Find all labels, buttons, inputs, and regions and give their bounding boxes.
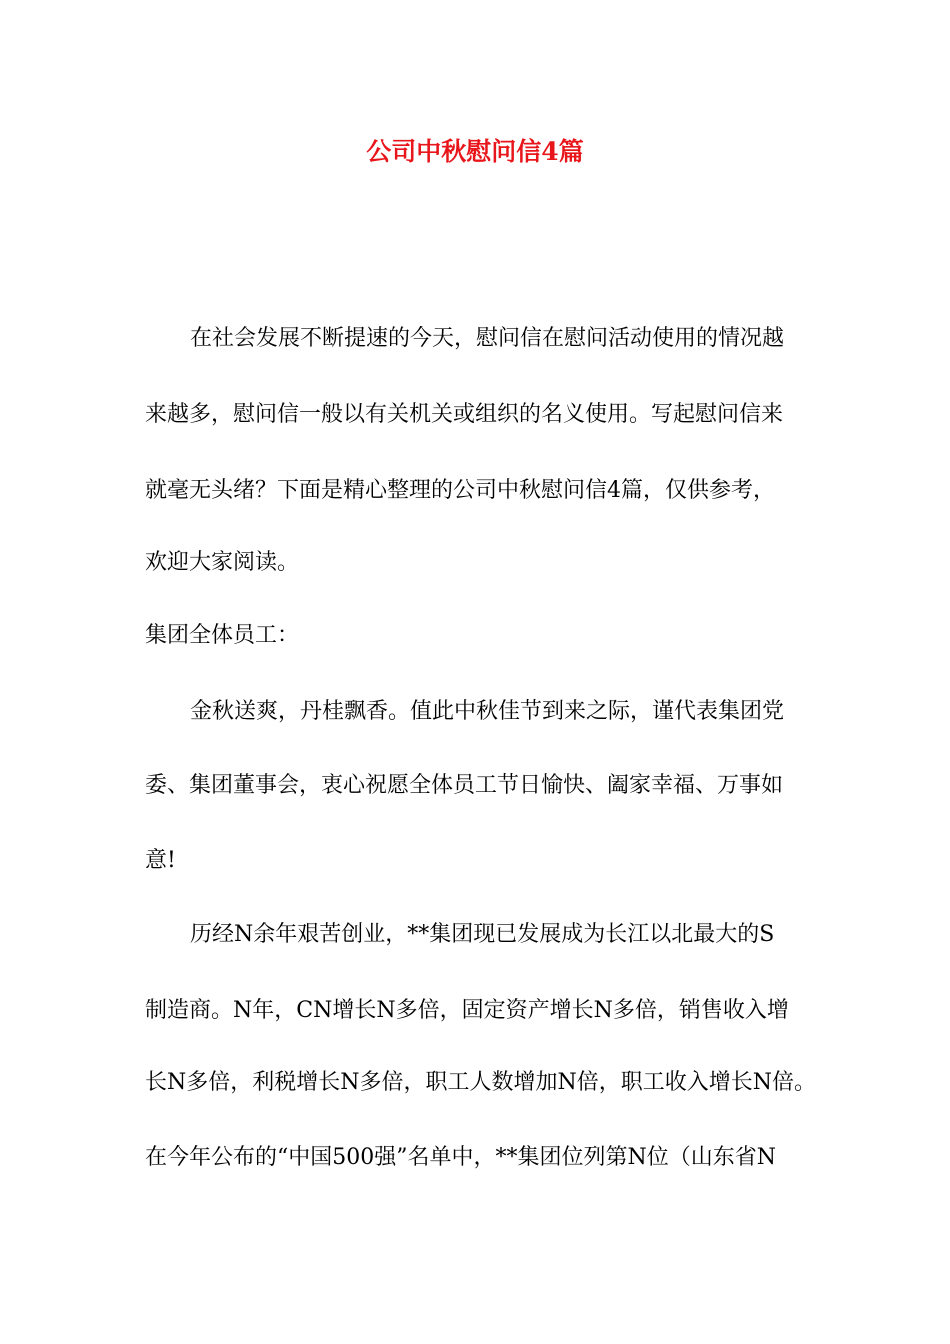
paragraph-line: 欢迎大家阅读。 — [145, 550, 300, 575]
paragraph-line: 制造商。N年，CN增长N多倍，固定资产增长N多倍，销售收入增 — [145, 998, 789, 1023]
document-title: 公司中秋慰问信4篇 — [366, 137, 584, 166]
paragraph-line: 在今年公布的“中国500强”名单中，**集团位列第N位（山东省N — [145, 1145, 776, 1170]
paragraph-line: 长N多倍，利税增长N多倍，职工人数增加N倍，职工收入增长N倍。 — [145, 1070, 817, 1095]
salutation-line: 集团全体员工： — [145, 623, 300, 648]
paragraph-line: 在社会发展不断提速的今天，慰问信在慰问活动使用的情况越 — [190, 326, 785, 351]
paragraph-line: 来越多，慰问信一般以有关机关或组织的名义使用。写起慰问信来 — [145, 402, 784, 427]
paragraph-line: 委、集团董事会，衷心祝愿全体员工节日愉快、阖家幸福、万事如 — [145, 773, 784, 798]
paragraph-line: 历经N余年艰苦创业，**集团现已发展成为长江以北最大的S — [190, 922, 775, 947]
paragraph-line: 就毫无头绪？下面是精心整理的公司中秋慰问信4篇，仅供参考， — [145, 478, 775, 503]
paragraph-line: 金秋送爽，丹桂飘香。值此中秋佳节到来之际，谨代表集团党 — [190, 699, 785, 724]
paragraph-line: 意! — [145, 848, 176, 873]
